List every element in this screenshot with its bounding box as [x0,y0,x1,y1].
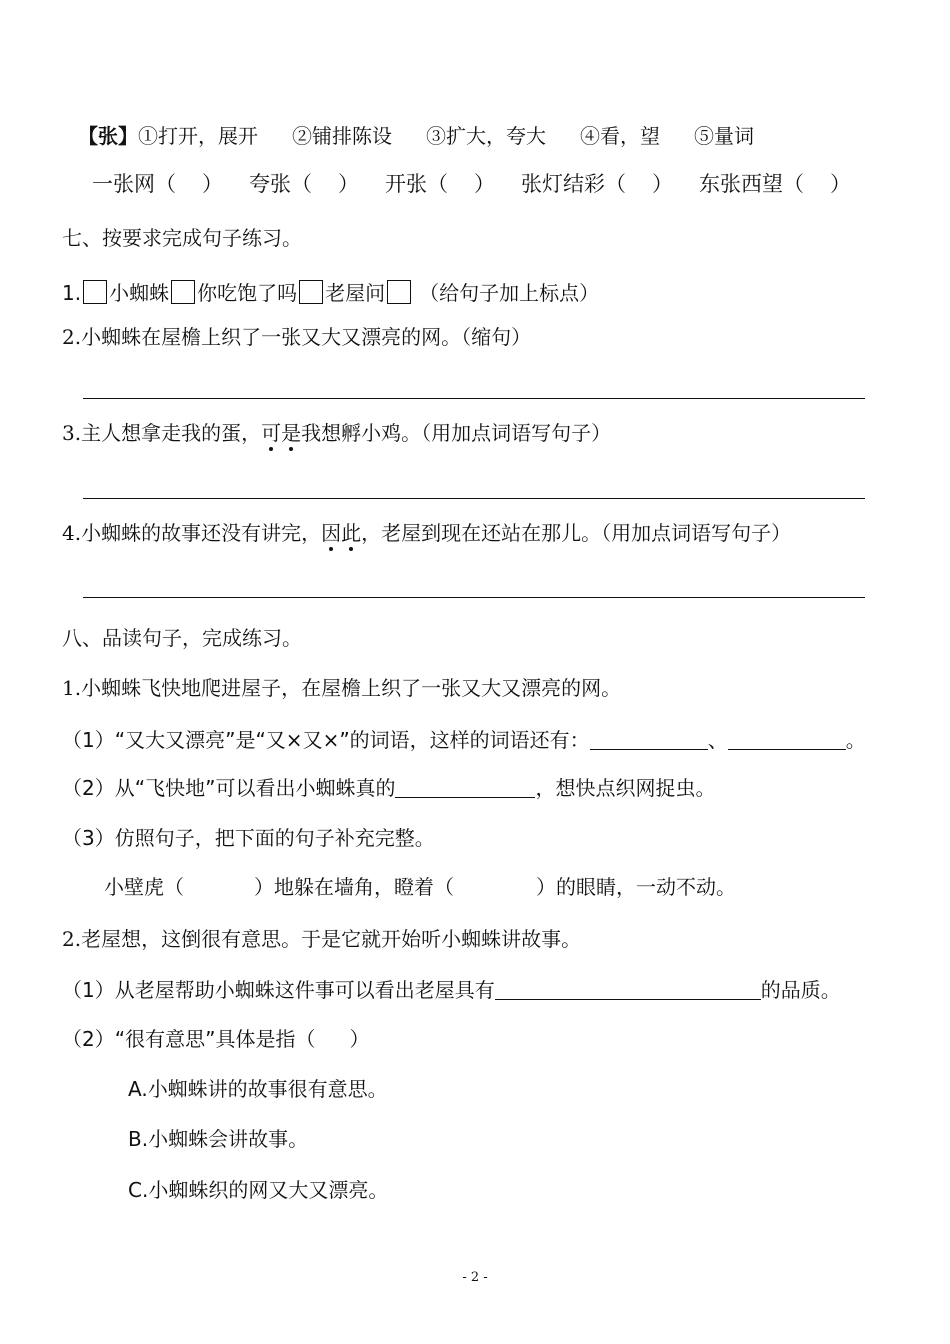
word-4: 张灯结彩（ [521,172,626,196]
question-1-2: （2）从“飞快地”可以看出小蜘蛛真的 ，想快点织网捉虫。 [62,776,716,800]
zhang-meaning-5: ⑤量词 [694,124,754,148]
kesi-sentence-question: 3.主人想拿走我的蛋，可是我想孵小鸡。（用加点词语写句子） [62,421,612,445]
zhang-meaning-2: ②铺排陈设 [292,124,392,148]
shorten-sentence-question: 2.小蜘蛛在屋檐上织了一张又大又漂亮的网。（缩句） [62,325,532,349]
question-1-3: （3）仿照句子，把下面的句子补充完整。 [62,826,435,850]
punctuation-box-3[interactable] [299,280,323,304]
zhang-meaning-1: ①打开，展开 [138,124,258,148]
passage-1: 1.小蜘蛛飞快地爬进屋子，在屋檐上织了一张又大又漂亮的网。 [62,676,622,700]
zhang-meaning-4: ④看，望 [580,124,660,148]
answer-line-4[interactable] [83,597,865,598]
question-1-1: （1）“又大又漂亮”是“又×又×”的词语，这样的词语还有： 、 。 [62,728,866,752]
zhang-meanings [78,126,754,146]
answer-blank-1-2[interactable] [395,779,535,798]
word-3: 开张（ [385,172,448,196]
imitation-sentence: 小壁虎（ ）地躲在墙角，瞪着（ ）的眼睛，一动不动。 [104,875,736,899]
section-7-title: 七、按要求完成句子练习。 [62,226,302,250]
option-b[interactable]: B.小蜘蛛会讲故事。 [128,1127,309,1151]
zhang-words-row: 一张网（ ） 夸张（ ） 开张（ ） 张灯结彩（ ） 东张西望（ ） [92,172,851,196]
section-8-title: 八、品读句子，完成练习。 [62,626,302,650]
punctuation-question: 1. 小蜘蛛 你吃饱了吗 老屋问 （给句子加上标点） [62,281,600,305]
answer-line-3[interactable] [83,498,865,499]
passage-2: 2.老屋想，这倒很有意思。于是它就开始听小蜘蛛讲故事。 [62,927,582,951]
answer-blank-1-1b[interactable] [728,731,846,750]
dotted-char-shi: 是 [281,421,302,445]
question-2-2: （2）“很有意思”具体是指（ ） [62,1027,370,1051]
zhang-meaning-3: ③扩大，夸大 [426,124,546,148]
zhang-title: 【张】 [78,124,138,148]
answer-blank-1-1a[interactable] [590,731,708,750]
dotted-char-ke: 可 [261,421,282,445]
word-2: 夸张（ [249,172,312,196]
option-a[interactable]: A.小蜘蛛讲的故事很有意思。 [128,1077,388,1101]
answer-blank-2-1[interactable] [495,981,761,1000]
word-5: 东张西望（ [699,172,804,196]
dotted-char-yin: 因 [321,521,342,545]
answer-line-2[interactable] [83,398,865,399]
question-2-1: （1）从老屋帮助小蜘蛛这件事可以看出老屋具有 的品质。 [62,978,841,1002]
punctuation-box-2[interactable] [171,280,195,304]
punctuation-box-4[interactable] [387,280,411,304]
page-number: - 2 - [462,1270,488,1285]
yinci-sentence-question: 4.小蜘蛛的故事还没有讲完，因此，老屋到现在还站在那儿。（用加点词语写句子） [62,521,792,545]
punctuation-box-1[interactable] [83,280,107,304]
word-1: 一张网（ [92,172,176,196]
option-c[interactable]: C.小蜘蛛织的网又大又漂亮。 [128,1178,389,1202]
dotted-char-ci: 此 [341,521,362,545]
